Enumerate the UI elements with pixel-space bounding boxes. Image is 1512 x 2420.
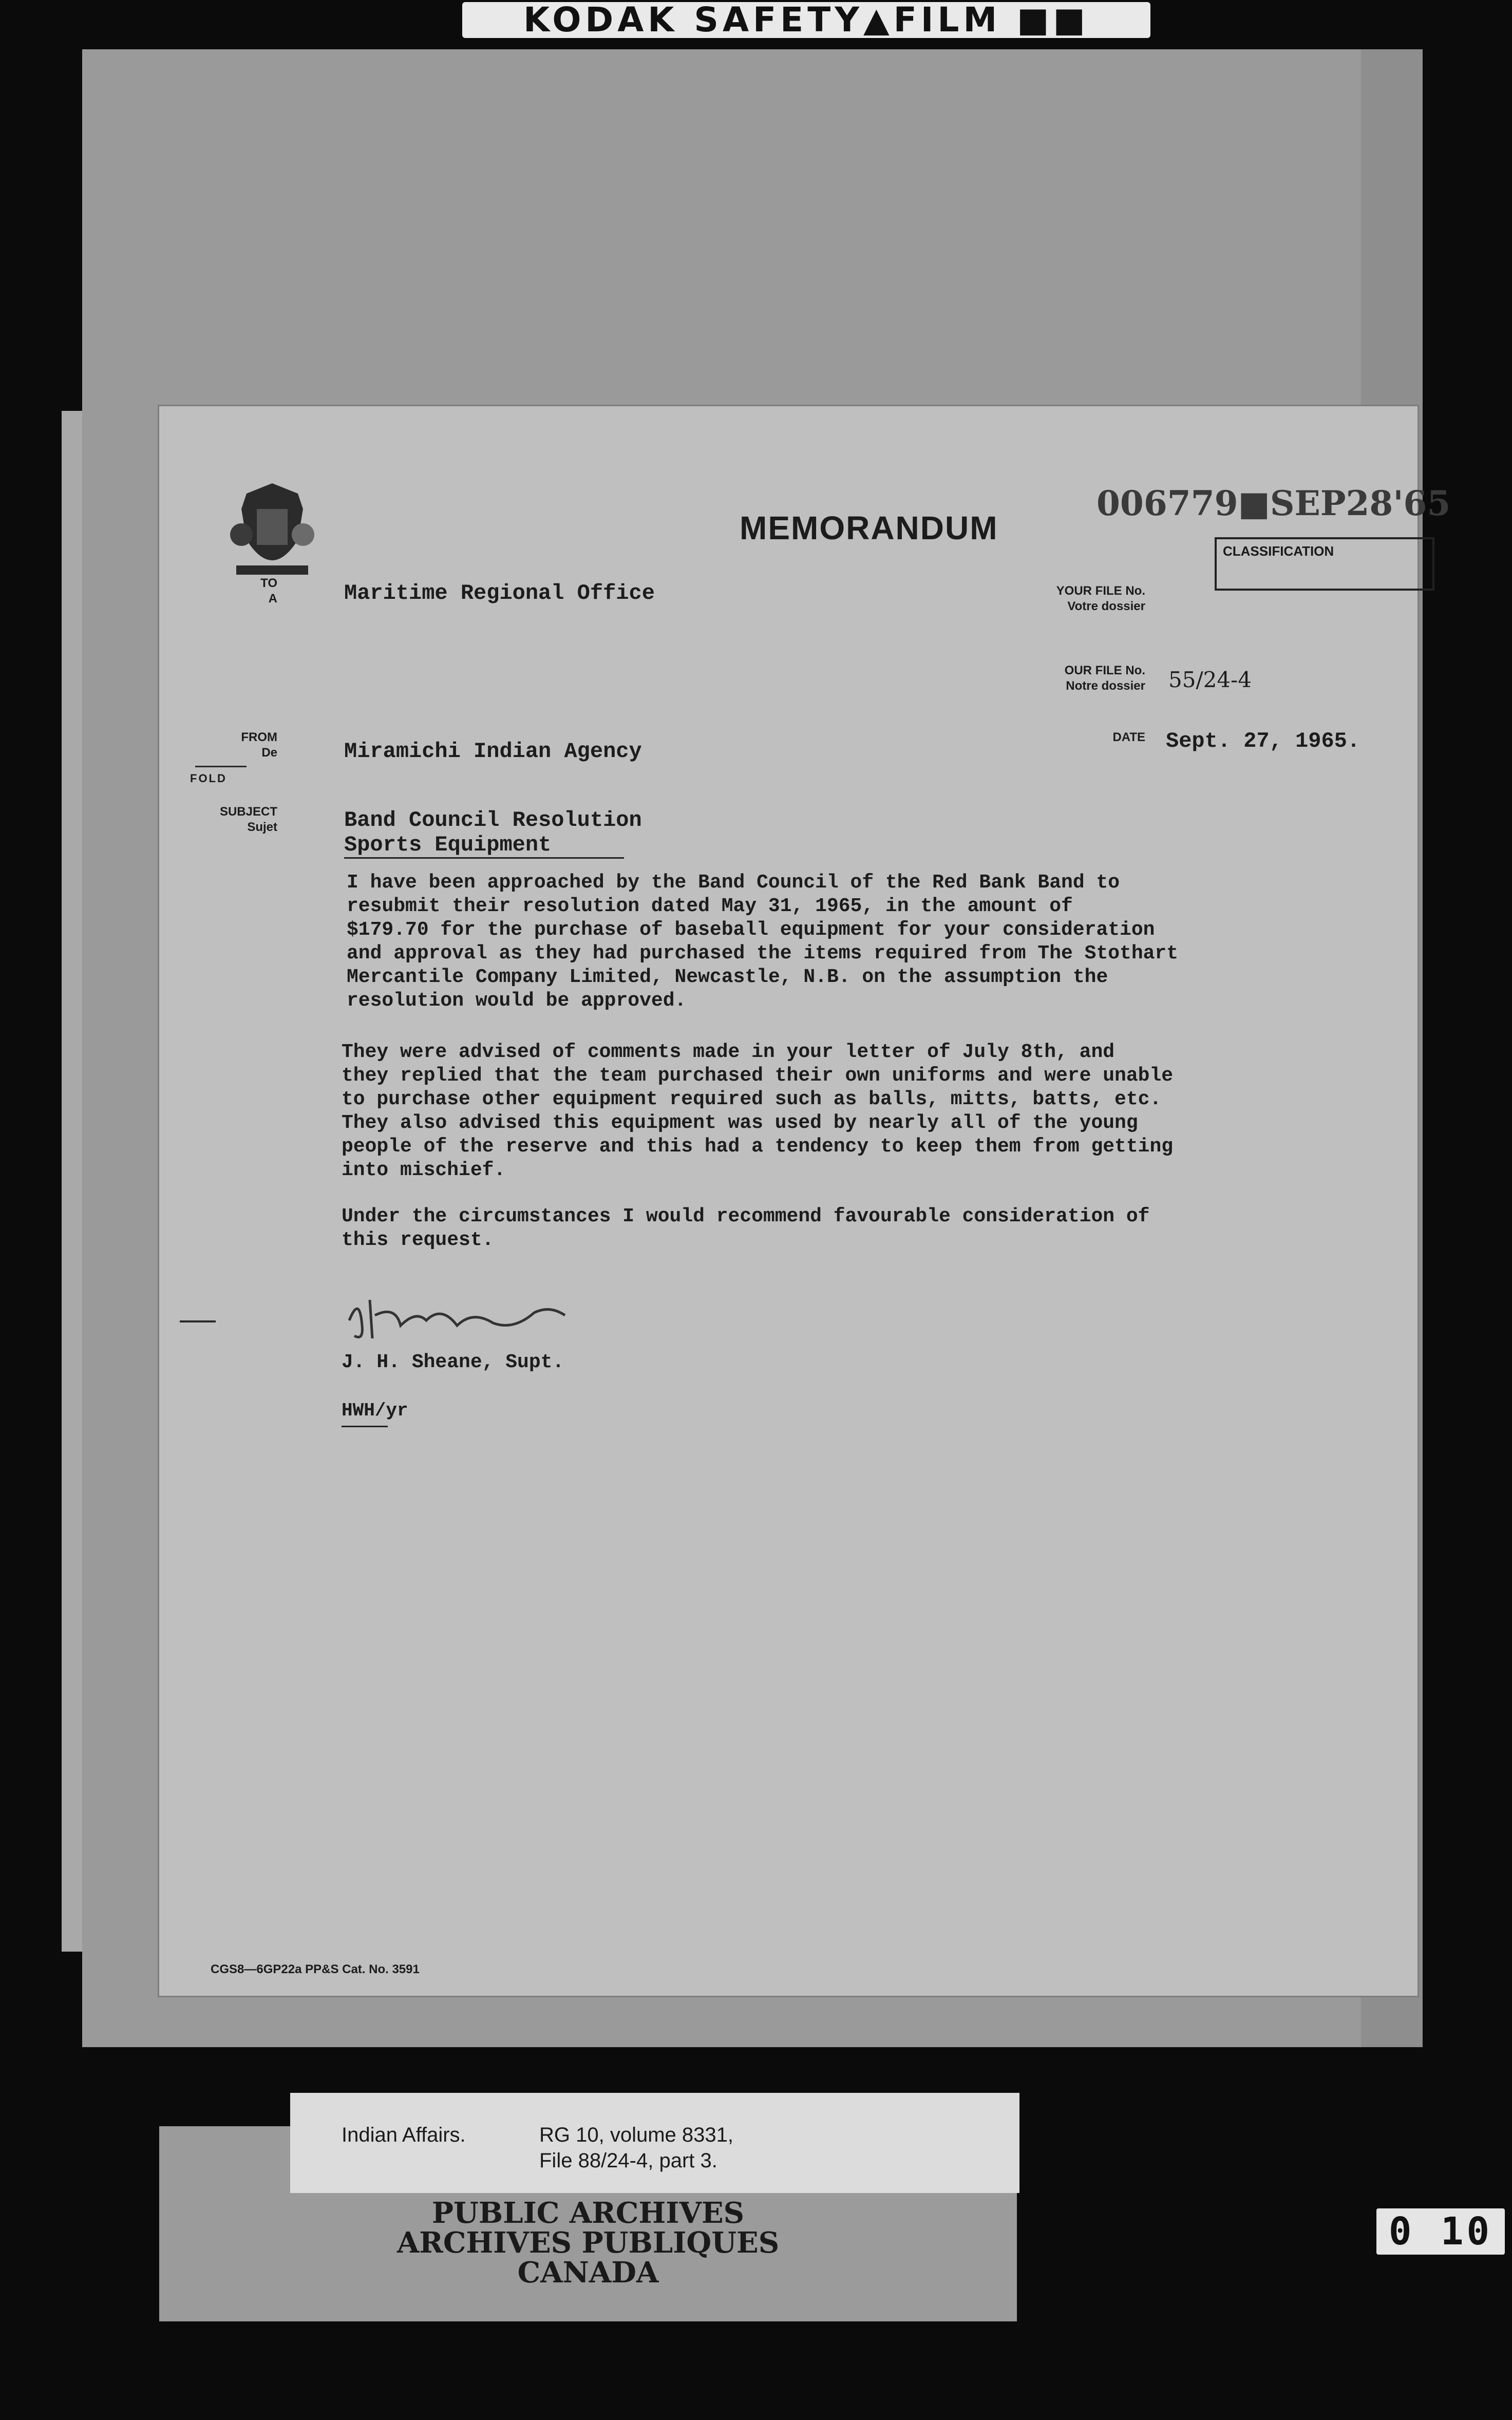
archives-stamp-line-3: CANADA [517,2256,659,2290]
date-label: DATE [1112,730,1145,744]
memo-title: MEMORANDUM [740,509,998,546]
subject-label-en: SUBJECT [219,805,277,819]
archives-stamp-text [159,2196,1017,2290]
from-value: Miramichi Indian Agency [344,739,642,764]
from-label-en: FROM [241,730,277,744]
paragraph-1: I have been approached by the Band Council of the Red Bank Band to resubmit their resolution dated May 31, 1965, in the amount of $179.70 for the purchase of baseball equipment for your consideration and approval as they had purchased the items required from The Stothart Mercantile Company Limited, Newcastle, N.B. on the assumption the resolution would be approved. [347,872,1179,1012]
subject-line-2: Sports Equipment [344,833,552,857]
reference-volume: RG 10, volume 8331, [539,2124,733,2146]
initials-underline [342,1426,388,1427]
archives-stamp-line-1: PUBLIC ARCHIVES [431,2196,745,2230]
reference-file: File 88/24-4, part 3. [539,2149,717,2172]
margin-dash [180,1320,216,1322]
archive-reference-card [290,2093,1019,2193]
to-label-fr: A [268,592,277,606]
classification-label: CLASSIFICATION [1223,543,1334,559]
archives-stamp-line-2: ARCHIVES PUBLIQUES [396,2226,780,2260]
to-label-en: TO [260,576,277,590]
from-label [216,730,277,761]
date-value: Sept. 27, 1965. [1166,729,1360,753]
fold-label: FOLD [190,772,227,785]
subject-label-fr: Sujet [247,820,277,834]
typist-initials: HWH/yr [342,1400,408,1421]
paragraph-2: They were advised of comments made in your letter of July 8th, and they replied that the team purchased their own uniforms and were unable to purchase other equipment required such as balls, mitts, batts, etc. They also advised this equipment was used by nearly all of the young people of the reserve and this had a tendency to keep them from getting into mischief. [342,1041,1174,1181]
from-label-fr: De [261,746,277,760]
our-file-label [1043,663,1145,694]
frame-overlay [82,49,1451,2047]
to-value: Maritime Regional Office [344,581,655,606]
classification-box [1215,537,1434,591]
your-file-label-fr: Votre dossier [1067,599,1145,613]
to-label [216,576,277,607]
our-file-label-en: OUR FILE No. [1064,664,1145,677]
frame-number: 0 10 [1376,2208,1505,2255]
memorandum-page [159,406,1451,1996]
subject-line-1: Band Council Resolution [344,808,642,833]
our-file-label-fr: Notre dossier [1066,679,1145,693]
your-file-label-en: YOUR FILE No. [1056,584,1145,598]
your-file-label [1043,583,1145,614]
coat-of-arms-icon [226,478,318,591]
signature-icon [339,1290,575,1346]
form-number: CGS8—6GP22a PP&S Cat. No. 3591 [211,1962,420,1976]
receipt-stamp: 006779■SEP28'65 [1097,483,1451,523]
paragraph-3: Under the circumstances I would recommend favourable consideration of this request. [342,1205,1150,1251]
signatory-name: J. H. Sheane, Supt. [342,1351,564,1373]
fold-line [195,766,247,767]
reference-department: Indian Affairs. [342,2124,466,2146]
subject-underline [344,857,624,859]
our-file-value: 55/24-4 [1168,667,1252,692]
page-edge [62,411,82,1952]
film-brand-text: KODAK SAFETY▲FILM ■■ [523,0,1089,40]
film-edge-header [462,2,1150,38]
subject-label [216,804,277,835]
